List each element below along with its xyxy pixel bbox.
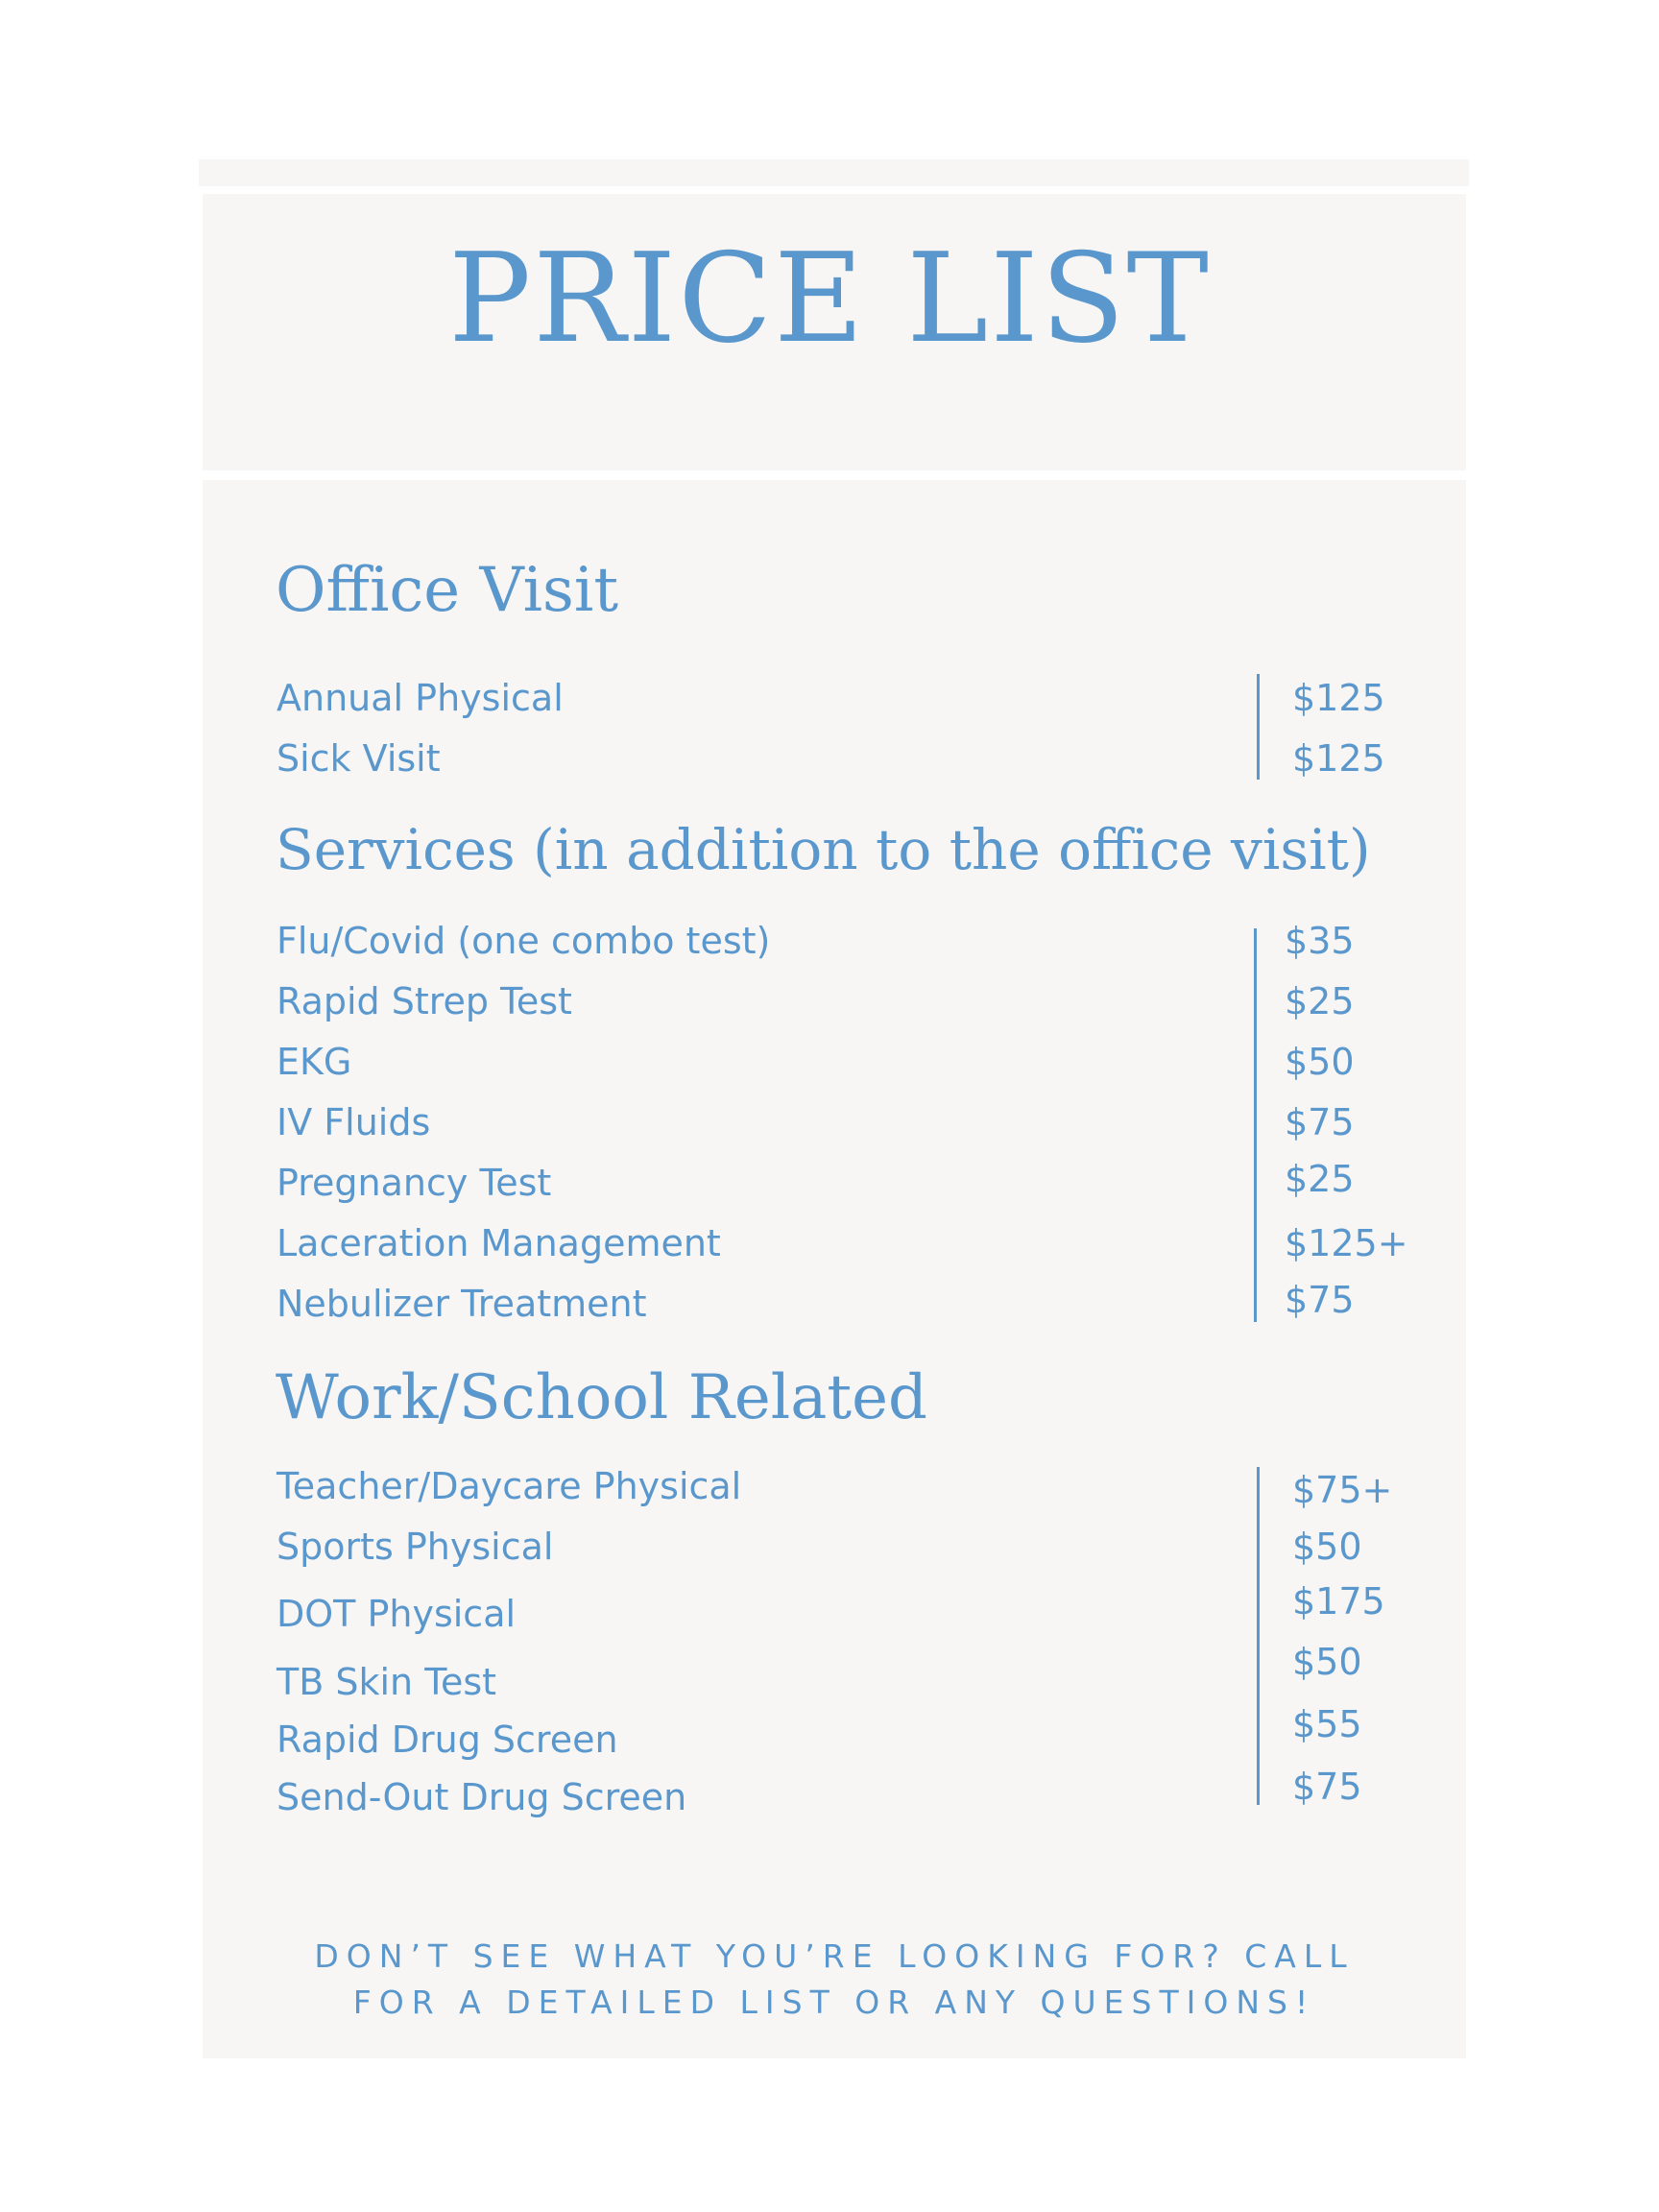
section-heading-services: Services (in addition to the office visit)	[276, 817, 1371, 882]
item-price-rapid-strep-test: $25	[1285, 980, 1355, 1022]
top-strip	[199, 159, 1469, 186]
item-label-teacher-daycare-physical: Teacher/Daycare Physical	[276, 1465, 742, 1507]
item-price-annual-physical: $125	[1292, 677, 1385, 719]
item-label-iv-fluids: IV Fluids	[276, 1101, 431, 1143]
item-label-sports-physical: Sports Physical	[276, 1526, 554, 1568]
item-price-pregnancy-test: $25	[1285, 1158, 1355, 1200]
price-divider-office-visit	[1257, 674, 1260, 780]
item-label-annual-physical: Annual Physical	[276, 677, 564, 719]
price-divider-services	[1254, 928, 1257, 1322]
footer-note-line-1: DON’T SEE WHAT YOU’RE LOOKING FOR? CALL	[314, 1937, 1355, 1975]
section-heading-office-visit: Office Visit	[276, 555, 619, 626]
price-divider-work-school	[1257, 1467, 1260, 1805]
item-label-pregnancy-test: Pregnancy Test	[276, 1162, 552, 1204]
item-price-iv-fluids: $75	[1285, 1101, 1355, 1143]
item-price-sports-physical: $50	[1292, 1526, 1362, 1568]
item-label-send-out-drug-screen: Send-Out Drug Screen	[276, 1776, 687, 1818]
item-price-send-out-drug-screen: $75	[1292, 1766, 1362, 1808]
item-label-rapid-drug-screen: Rapid Drug Screen	[276, 1719, 618, 1761]
section-heading-work-school: Work/School Related	[276, 1362, 927, 1433]
item-price-laceration-management: $125+	[1285, 1222, 1408, 1264]
page-title: PRICE LIST	[448, 228, 1211, 371]
item-price-dot-physical: $175	[1292, 1580, 1385, 1623]
item-price-tb-skin-test: $50	[1292, 1641, 1362, 1683]
item-label-rapid-strep-test: Rapid Strep Test	[276, 980, 572, 1022]
item-label-flu-covid: Flu/Covid (one combo test)	[276, 920, 771, 962]
item-label-laceration-management: Laceration Management	[276, 1222, 721, 1264]
item-price-rapid-drug-screen: $55	[1292, 1703, 1362, 1745]
item-label-sick-visit: Sick Visit	[276, 737, 441, 780]
item-price-flu-covid: $35	[1285, 920, 1355, 962]
item-price-nebulizer-treatment: $75	[1285, 1279, 1355, 1321]
item-label-dot-physical: DOT Physical	[276, 1593, 517, 1635]
item-label-tb-skin-test: TB Skin Test	[276, 1661, 497, 1703]
item-price-ekg: $50	[1285, 1041, 1355, 1083]
item-label-nebulizer-treatment: Nebulizer Treatment	[276, 1283, 647, 1325]
item-label-ekg: EKG	[276, 1041, 352, 1083]
footer-note-line-2: FOR A DETAILED LIST OR ANY QUESTIONS!	[352, 1984, 1316, 2021]
item-price-sick-visit: $125	[1292, 737, 1385, 780]
item-price-teacher-daycare-physical: $75+	[1292, 1469, 1393, 1511]
